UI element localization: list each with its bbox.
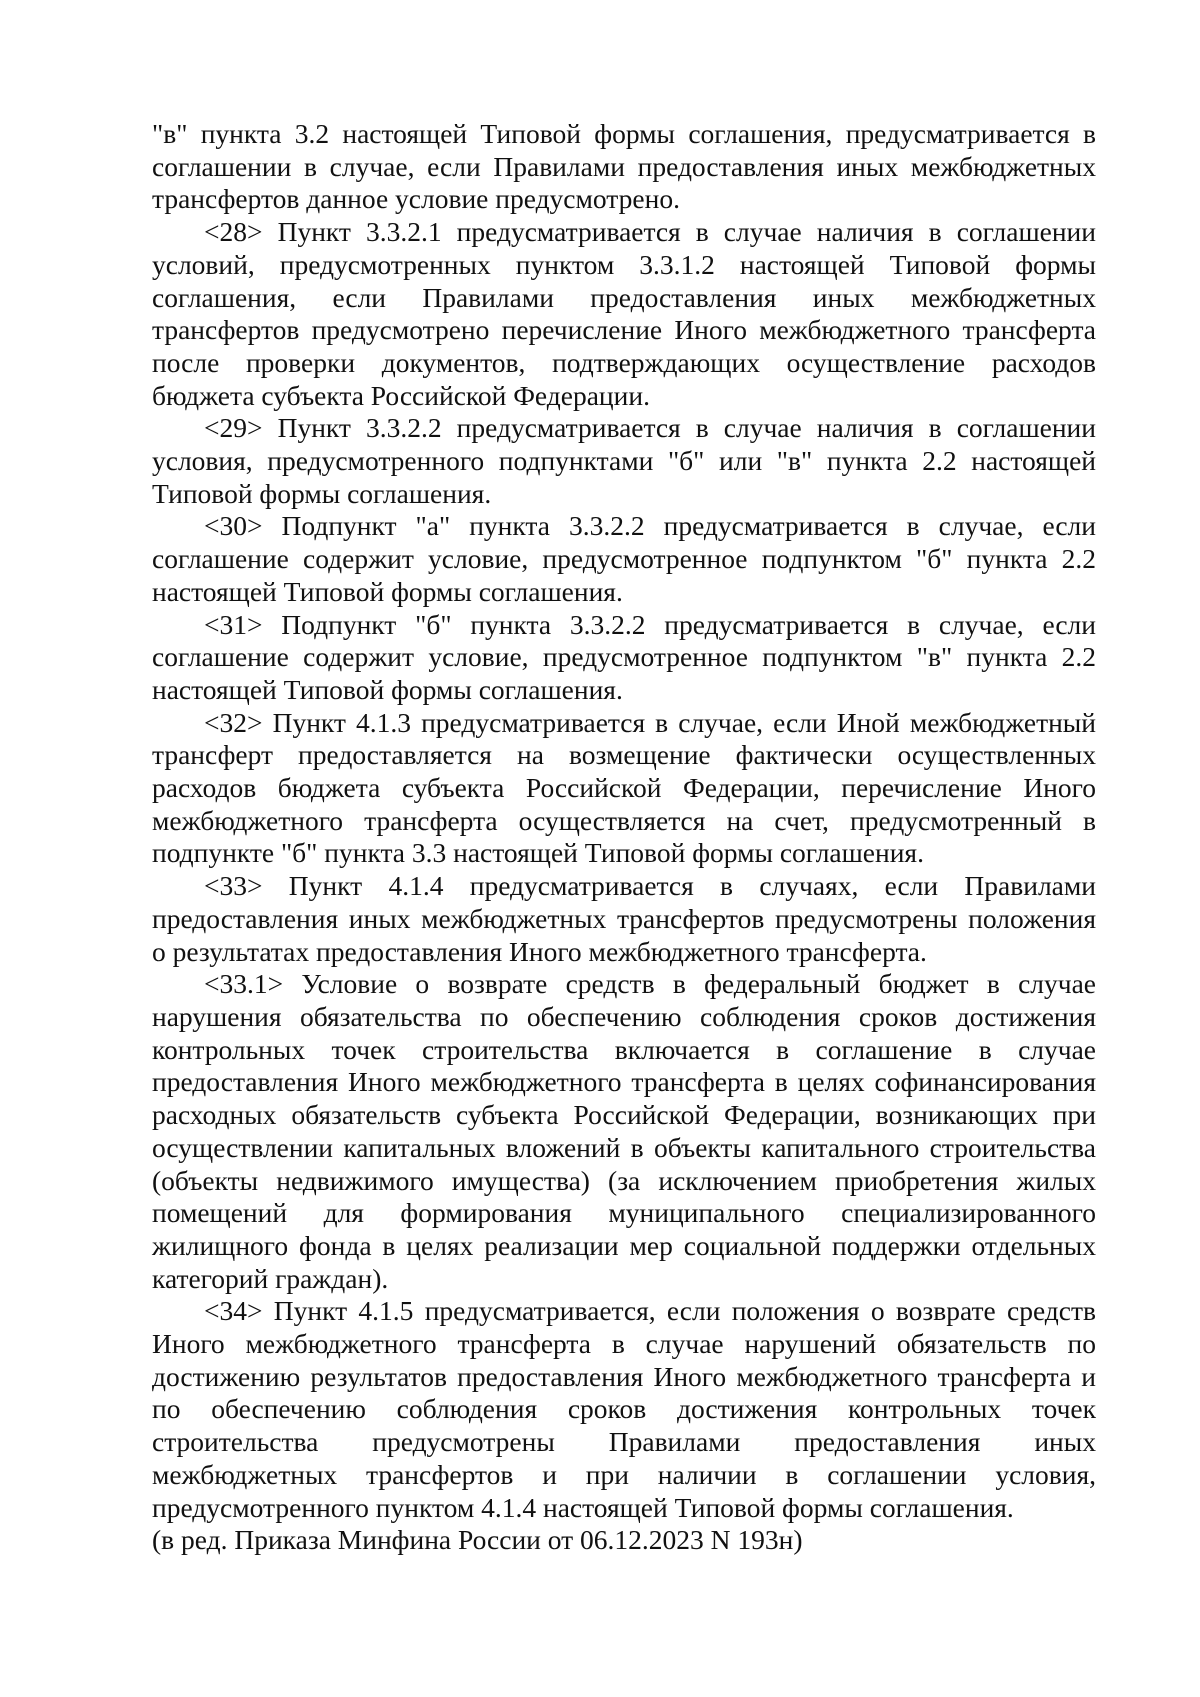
- footnote-29: <29> Пункт 3.3.2.2 предусматривается в случае наличия в соглашении условия, предусмотренного подпунктами "б" или "в" пункта 2.2 настоящей Типовой формы соглашения.: [152, 412, 1096, 509]
- footnote-33: <33> Пункт 4.1.4 предусматривается в случаях, если Правилами предоставления иных межбюджетных трансфертов предусмотрены положения о результатах предоставления Иного межбюджетного трансферта.: [152, 870, 1096, 967]
- footnote-34: <34> Пункт 4.1.5 предусматривается, если положения о возврате средств Иного межбюджетного трансферта в случае нарушений обязательств по достижению результатов предоставления Иного межбюджетного трансферта и по обеспечению соблюдения сроков достижения контрольных точек строительства предусмотрены Правилами предоставления иных межбюджетных трансфертов и при наличии в соглашении условия, предусмотренного пунктом 4.1.4 настоящей Типовой формы соглашения.: [152, 1295, 1096, 1523]
- footnote-28: <28> Пункт 3.3.2.1 предусматривается в случае наличия в соглашении условий, предусмотренных пунктом 3.3.1.2 настоящей Типовой формы соглашения, если Правилами предоставления иных межбюджетных трансфертов предусмотрено перечисление Иного межбюджетного трансферта после проверки документов, подтверждающих осуществление расходов бюджета субъекта Российской Федерации.: [152, 216, 1096, 411]
- edition-note: (в ред. Приказа Минфина России от 06.12.2023 N 193н): [152, 1524, 803, 1556]
- document-page: [152, 118, 1096, 1557]
- footnote-31: <31> Подпункт "б" пункта 3.3.2.2 предусматривается в случае, если соглашение содержит условие, предусмотренное подпунктом "в" пункта 2.2 настоящей Типовой формы соглашения.: [152, 608, 1096, 705]
- footnote-30: <30> Подпункт "а" пункта 3.3.2.2 предусматривается в случае, если соглашение содержит условие, предусмотренное подпунктом "б" пункта 2.2 настоящей Типовой формы соглашения.: [152, 510, 1096, 607]
- footnote-33-1: <33.1> Условие о возврате средств в федеральный бюджет в случае нарушения обязательства по обеспечению соблюдения сроков достижения контрольных точек строительства включается в соглашение в случае предоставления Иного межбюджетного трансферта в целях софинансирования расходных обязательств субъекта Российской Федерации, возникающих при осуществлении капитальных вложений в объекты капитального строительства (объекты недвижимого имущества) (за исключением приобретения жилых помещений для формирования муниципального специализированного жилищного фонда в целях реализации мер социальной поддержки отдельных категорий граждан).: [152, 968, 1096, 1294]
- paragraph-continuation: "в" пункта 3.2 настоящей Типовой формы соглашения, предусматривается в соглашении в случае, если Правилами предоставления иных межбюджетных трансфертов данное условие предусмотрено.: [152, 118, 1096, 215]
- footnote-32: <32> Пункт 4.1.3 предусматривается в случае, если Иной межбюджетный трансферт предоставляется на возмещение фактически осуществленных расходов бюджета субъекта Российской Федерации, перечисление Иного межбюджетного трансферта осуществляется на счет, предусмотренный в подпункте "б" пункта 3.3 настоящей Типовой формы соглашения.: [152, 706, 1096, 869]
